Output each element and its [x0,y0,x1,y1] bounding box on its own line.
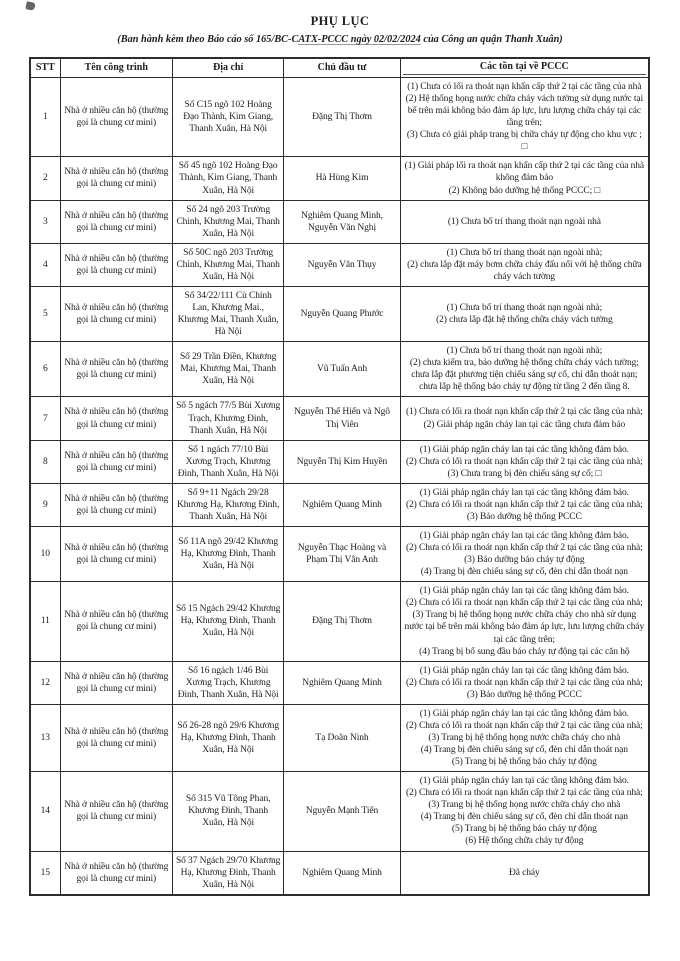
issue-line: (1) Giải pháp ngăn cháy lan tại các tầng không đảm bảo. [419,586,629,597]
table-row [30,704,649,771]
issue-line: (2) Chưa có lối ra thoát nạn khẩn cấp thứ 2 tại các tầng của nhà; [405,720,643,731]
issue-line: (2) Chưa có lối ra thoát nạn khẩn cấp thứ 2 tại các tầng của nhà; [405,456,643,467]
cell-address: Số 15 Ngách 29/42 Khương Hạ, Khương Đình, Thanh Xuân, Hà Nội [172,582,283,661]
cell-stt: 15 [30,851,60,895]
cell-pccc-issues [400,78,649,157]
cell-address: Số 26-28 ngõ 29/6 Khương Hạ, Khương Đình, Thanh Xuân, Hà Nội [172,704,283,771]
issue-line: (2) Không bảo dưỡng hệ thống PCCC; □ [448,185,601,196]
cell-address: Số 16 ngách 1/46 Bùi Xương Trạch, Khương Đình, Thanh Xuân, Hà Nội [172,661,283,704]
cell-address: Số C15 ngõ 102 Hoàng Đạo Thành, Kim Giang, Thanh Xuân, Hà Nội [172,78,283,157]
issue-line: (2) Chưa có lối ra thoát nạn khẩn cấp thứ 2 tại các tầng của nhà; [405,677,643,688]
issue-line: (3) Trang bị hệ thống họng nước chữa cháy cho nhà sử dụng nước tại bể trên mái không bảo đảm áp lực, lưu lượng chữa cháy tại các tầng trên; [404,610,645,645]
issue-line: (3) Chưa có giải pháp trang bị chữa cháy tự động cho khu vực ; □ [406,130,642,153]
issue-line: (4) Trang bị bổ sung đầu báo cháy tự động tại các căn hộ [419,646,630,657]
issue-line: (3) Trang bị hệ thống họng nước chữa cháy cho nhà [428,800,621,811]
cell-pccc-issues [400,286,649,341]
cell-investor: Nguyễn Mạnh Tiến [284,772,400,851]
table-row [30,286,649,341]
page-subtitle [0,34,680,45]
issue-line: (1) Giải pháp ngăn cháy lan tại các tầng không đảm bảo. [419,665,629,676]
cell-stt: 8 [30,440,60,483]
issue-line: (1) Chưa có lối ra thoát nạn khẩn cấp thứ 2 tại các tầng của nhà [407,82,642,92]
issue-line: (2) Chưa có lối ra thoát nạn khẩn cấp thứ 2 tại các tầng của nhà; [405,598,643,609]
table-row [30,397,649,440]
table-row [30,582,649,661]
cell-investor: Nguyễn Văn Thụy [284,243,400,286]
cell-project-name: Nhà ở nhiều căn hộ (thường gọi là chung cư mini) [60,342,172,397]
cell-pccc-issues [400,157,649,200]
table-row [30,772,649,851]
cell-project-name: Nhà ở nhiều căn hộ (thường gọi là chung cư mini) [60,157,172,200]
subtitle-text-underlined: ATX-PCCC ngày 02/02/2024 [298,34,421,45]
issue-line: (2) Chưa có lối ra thoát nạn khẩn cấp thứ 2 tại các tầng của nhà; [405,499,643,510]
table-row [30,483,649,526]
cell-investor: Tạ Doãn Ninh [284,704,400,771]
table-body [30,78,649,895]
cell-investor: Đặng Thị Thơm [284,582,400,661]
cell-pccc-issues [400,483,649,526]
issue-line: (3) Chưa trang bị đèn chiếu sáng sự cố; □ [447,468,602,479]
issue-line: (2) Chưa có lối ra thoát nạn khẩn cấp thứ 2 tại các tầng của nhà; [405,543,643,554]
table-row [30,851,649,895]
cell-project-name: Nhà ở nhiều căn hộ (thường gọi là chung cư mini) [60,527,172,582]
cell-project-name: Nhà ở nhiều căn hộ (thường gọi là chung cư mini) [60,200,172,243]
col-header-project-name: Tên công trình [60,58,172,78]
cell-investor: Vũ Tuấn Anh [284,342,400,397]
col-header-stt: STT [30,58,60,78]
page-title: PHỤ LỤC [310,14,370,28]
cell-investor: Đặng Thị Thơm [284,78,400,157]
cell-investor: Hà Hùng Kim [284,157,400,200]
cell-pccc-issues [400,397,649,440]
cell-pccc-issues [400,440,649,483]
cell-stt: 9 [30,483,60,526]
table-row [30,157,649,200]
issue-line: (4) Trang bị đèn chiếu sáng sự cố, đèn chỉ dẫn thoát nạn [420,812,628,823]
cell-project-name: Nhà ở nhiều căn hộ (thường gọi là chung cư mini) [60,483,172,526]
issue-line: (1) Chưa bố trí thang thoát nạn ngoài nhà; [446,303,603,313]
cell-pccc-issues [400,200,649,243]
issue-line: (2) Hệ thống họng nước chữa cháy vách tường sử dụng nước tại bể trên mái không bảo đảm áp lực, lưu lượng chữa cháy tại các tầng trên; [405,94,644,129]
col-header-investor: Chủ đầu tư [284,58,400,78]
issue-line: (6) Hệ thống chữa cháy tự động [465,836,584,847]
cell-pccc-issues [400,851,649,895]
issue-line: (2) chưa lắp đặt máy bơm chữa cháy đấu nối với hệ thống chữa cháy vách tường [407,259,642,282]
table-row [30,527,649,582]
cell-pccc-issues [400,772,649,851]
cell-address: Số 9+11 Ngách 29/28 Khương Hạ, Khương Đình, Thanh Xuân, Hà Nội [172,483,283,526]
cell-pccc-issues [400,661,649,704]
table-row [30,342,649,397]
issue-line: (4) Trang bị đèn chiếu sáng sự cố, đèn chỉ dẫn thoát nạn [420,745,628,755]
cell-stt: 5 [30,286,60,341]
issue-line: (1) Chưa bố trí thang thoát nạn ngoài nhà; [446,247,603,258]
cell-investor: Nguyễn Thị Kim Huyền [284,440,400,483]
table-row [30,243,649,286]
table-row [30,200,649,243]
cell-pccc-issues [400,243,649,286]
cell-project-name: Nhà ở nhiều căn hộ (thường gọi là chung cư mini) [60,772,172,851]
table-header-row [30,58,649,78]
issue-line: (2) chưa kiểm tra, bảo dưỡng hệ thống chữa cháy vách tường; chưa lắp đặt phương tiện chiếu sáng sự cố, chỉ dẫn thoát nạn; chưa lắp hệ thống báo cháy tự động từ tầng 2 đến tầng 8. [409,358,639,393]
subtitle-text-suffix: của Công an quận Thanh Xuân) [420,34,563,45]
cell-stt: 12 [30,661,60,704]
cell-pccc-issues [400,527,649,582]
issue-line: (1) Chưa bố trí thang thoát nạn ngoài nhà; [446,346,603,357]
cell-address: Số 45 ngõ 102 Hoàng Đạo Thành, Kim Giang, Thanh Xuân, Hà Nội [172,157,283,200]
issue-line: (3) Bảo dưỡng hệ thống PCCC [466,511,582,522]
cell-address: Số 50C ngõ 203 Trường Chinh, Khương Mai, Thanh Xuân, Hà Nội [172,243,283,286]
issue-line: (1) Giải pháp ngăn cháy lan tại các tầng không đảm bảo. [419,531,629,541]
col-header-pccc-issues [400,58,649,78]
issue-line: (1) Giải pháp lối ra thoát nạn khẩn cấp thứ 2 tại các tầng của nhà không đảm bảo [404,161,645,184]
cell-project-name: Nhà ở nhiều căn hộ (thường gọi là chung cư mini) [60,78,172,157]
cell-stt: 7 [30,397,60,440]
cell-stt: 11 [30,582,60,661]
table-row [30,661,649,704]
col-header-address: Địa chỉ [172,58,283,78]
cell-stt: 2 [30,157,60,200]
cell-project-name: Nhà ở nhiều căn hộ (thường gọi là chung cư mini) [60,851,172,895]
cell-investor: Nguyễn Thế Hiển và Ngô Thị Viên [284,397,400,440]
cell-project-name: Nhà ở nhiều căn hộ (thường gọi là chung cư mini) [60,286,172,341]
cell-address: Số 1 ngách 77/10 Bùi Xương Trạch, Khương Đình, Thanh Xuân, Hà Nội [172,440,283,483]
cell-address: Số 5 ngách 77/5 Bùi Xương Trạch, Khương Đình, Thanh Xuân, Hà Nội [172,397,283,440]
subtitle-text-prefix: (Ban hành kèm theo Báo cáo số 165/BC-C [117,34,299,45]
issue-line: (3) Trang bị hệ thống họng nước chữa cháy cho nhà [428,732,621,743]
issue-line: (3) Bảo dưỡng hệ thống PCCC [466,689,582,700]
issue-line: (4) Trang bị đèn chiếu sáng sự cố, đèn chỉ dẫn thoát nạn [420,567,628,578]
cell-stt: 4 [30,243,60,286]
cell-address: Số 34/22/111 Cù Chính Lan, Khương Mai., Khương Mai, Thanh Xuân, Hà Nội [172,286,283,341]
cell-investor: Nghiêm Quang Minh [284,851,400,895]
cell-stt: 10 [30,527,60,582]
cell-investor: Nguyễn Quang Phước [284,286,400,341]
cell-address: Số 315 Vũ Tông Phan, Khương Đình, Thanh Xuân, Hà Nội [172,772,283,851]
cell-stt: 3 [30,200,60,243]
issue-line: (5) Trang bị hệ thống báo cháy tự động [451,824,597,835]
issue-line: (1) Chưa có lối ra thoát nạn khẩn cấp thứ 2 tại các tầng của nhà; [405,407,643,418]
issue-line: (2) chưa lắp đặt hệ thống chữa cháy vách tường [436,315,613,326]
issue-line: (1) Chưa bố trí thang thoát nạn ngoài nhà [447,216,601,227]
issue-line: (5) Trang bị hệ thống báo cháy tự động [451,757,597,768]
cell-investor: Nghiêm Quang Minh [284,483,400,526]
cell-stt: 1 [30,78,60,157]
pccc-deficiency-table [29,57,650,896]
cell-pccc-issues [400,342,649,397]
issue-line: (1) Giải pháp ngăn cháy lan tại các tầng không đảm bảo. [419,708,629,719]
issue-line: Đã cháy [509,867,540,878]
cell-project-name: Nhà ở nhiều căn hộ (thường gọi là chung cư mini) [60,582,172,661]
cell-pccc-issues [400,582,649,661]
issue-line: (2) Giải pháp ngăn cháy lan tại các tầng chưa đảm bảo [423,419,626,430]
cell-pccc-issues [400,704,649,771]
cell-project-name: Nhà ở nhiều căn hộ (thường gọi là chung cư mini) [60,704,172,771]
cell-address: Số 29 Trần Điền, Khương Mai, Khương Mai, Thanh Xuân, Hà Nội [172,342,283,397]
table-row [30,78,649,157]
issue-line: (2) Chưa có lối ra thoát nạn khẩn cấp thứ 2 tại các tầng của nhà; [405,788,643,799]
cell-address: Số 11A ngõ 29/42 Khương Hạ, Khương Đình, Thanh Xuân, Hà Nội [172,527,283,582]
cell-project-name: Nhà ở nhiều căn hộ (thường gọi là chung cư mini) [60,243,172,286]
issue-line: (3) Bảo dưỡng báo cháy tự động [464,555,585,566]
cell-stt: 13 [30,704,60,771]
cell-investor: Nguyễn Thạc Hoàng và Phạm Thị Vân Anh [284,527,400,582]
cell-project-name: Nhà ở nhiều căn hộ (thường gọi là chung cư mini) [60,661,172,704]
cell-investor: Nghiêm Quang Minh [284,661,400,704]
cell-investor: Nghiêm Quang Minh, Nguyễn Văn Nghị [284,200,400,243]
issue-line: (1) Giải pháp ngăn cháy lan tại các tầng không đảm bảo. [419,487,629,498]
cell-project-name: Nhà ở nhiều căn hộ (thường gọi là chung cư mini) [60,397,172,440]
cell-address: Số 37 Ngách 29/70 Khương Hạ, Khương Đình, Thanh Xuân, Hà Nội [172,851,283,895]
cell-stt: 14 [30,772,60,851]
col-header-pccc-issues-label: Các tồn tại về PCCC [403,61,646,75]
cell-project-name: Nhà ở nhiều căn hộ (thường gọi là chung cư mini) [60,440,172,483]
table-row [30,440,649,483]
cell-address: Số 24 ngõ 203 Trường Chinh, Khương Mai, Thanh Xuân, Hà Nội [172,200,283,243]
issue-line: (1) Giải pháp ngăn cháy lan tại các tầng không đảm bảo. [419,776,629,787]
issue-line: (1) Giải pháp ngăn cháy lan tại các tầng không đảm bảo. [419,444,629,455]
cell-stt: 6 [30,342,60,397]
